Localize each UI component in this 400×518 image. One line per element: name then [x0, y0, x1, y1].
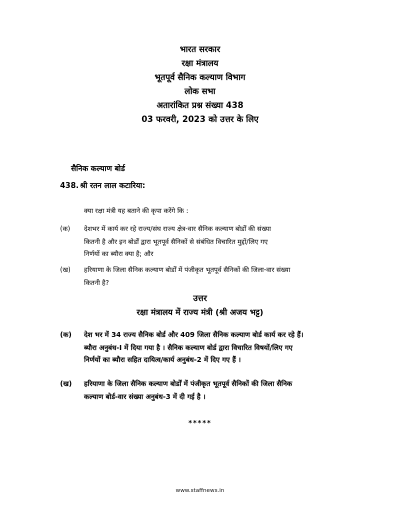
member-name: श्री रतन लाल कटारिया:	[80, 181, 146, 190]
question-label-ka: (क)	[60, 225, 71, 233]
header-government: भारत सरकार	[179, 44, 221, 54]
footer-website: www.staffnews.in	[175, 488, 225, 494]
answer-text-kha	[84, 378, 292, 403]
answer-label-kha: (ख)	[60, 380, 72, 388]
answer-line: निर्णयों का ब्यौरा सहित दायित्व/कार्य अनुबंध-2 में दिए गए हैं ।	[84, 356, 241, 365]
header-answer-date: 03 फरवरी, 2023 को उत्तर के लिए	[141, 114, 259, 124]
end-mark: *****	[188, 419, 212, 427]
header-question-number: अतारांकित प्रश्न संख्या 438	[156, 100, 244, 110]
question-line: कितनी है और इन बोर्डों द्वारा भूतपूर्व सैनिकों से संबंधित विचारित मुद्दों/लिए गए	[84, 237, 268, 246]
question-text-kha	[84, 264, 290, 289]
answer-line: ब्यौरा अनुबंध-I में दिया गया है । सैनिक कल्याण बोर्ड द्वारा विचारित विषयों/लिए गए	[84, 343, 293, 352]
answer-heading: उत्तर	[193, 293, 207, 303]
minister-name: रक्षा मंत्रालय में राज्य मंत्री (श्री अजय भट्ट)	[136, 307, 264, 317]
answer-line: कल्याण बोर्ड-वार संख्या अनुबंध-3 में दी गई है ।	[84, 392, 206, 401]
question-line: कितनी है?	[84, 278, 109, 287]
question-number: 438.	[60, 181, 79, 190]
question-line: निर्णयों का ब्यौरा क्या है; और	[84, 250, 154, 258]
subject-title: सैनिक कल्याण बोर्ड	[71, 164, 125, 173]
question-line: हरियाणा के जिला सैनिक कल्याण बोर्डों में पंजीकृत भूतपूर्व सैनिकों की जिला-वार संख्या	[84, 266, 291, 274]
question-label-kha: (ख)	[60, 266, 71, 274]
answer-label-ka: (क)	[60, 331, 72, 339]
question-intro: क्या रक्षा मंत्री यह बताने की कृपा करेंगे कि :	[84, 207, 189, 215]
answer-text-ka	[84, 329, 303, 367]
answer-line: हरियाणा के जिला सैनिक कल्याण बोर्डों में पंजीकृत भूतपूर्व सैनिकों की जिला सैनिक	[84, 380, 293, 388]
header-ministry: रक्षा मंत्रालय	[181, 58, 219, 68]
question-text-ka	[84, 223, 271, 261]
answer-line: देश भर में 34 राज्य सैनिक बोर्ड और 409 जिला सैनिक कल्याण बोर्ड कार्य कर रहे हैं।	[84, 331, 304, 339]
header-department: भूतपूर्व सैनिक कल्याण विभाग	[154, 72, 246, 82]
question-line: देशभर में कार्य कर रहे राज्य/संघ राज्य क्षेत्र-वार सैनिक कल्याण बोर्डों की संख्या	[84, 225, 271, 233]
header-house: लोक सभा	[184, 86, 216, 96]
